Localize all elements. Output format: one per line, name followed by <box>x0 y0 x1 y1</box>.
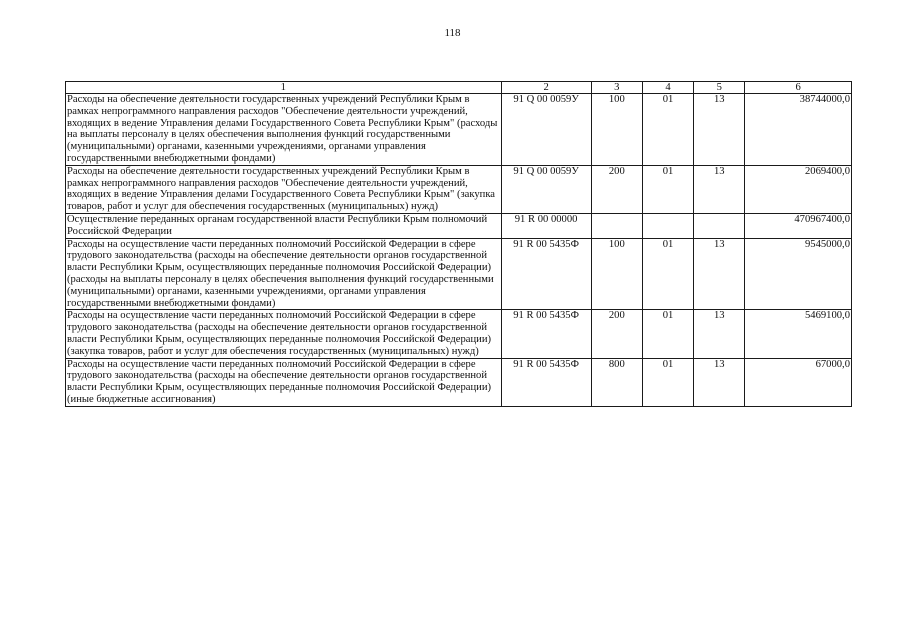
row-amount: 38744000,0 <box>745 94 852 166</box>
header-row <box>66 82 852 94</box>
row-expense-type <box>591 213 642 238</box>
column-header-4: 4 <box>642 82 693 94</box>
row-expense-type: 200 <box>591 165 642 213</box>
row-description: Осуществление переданных органам государственной власти Республики Крым полномочий Российской Федерации <box>66 213 502 238</box>
row-subsection: 13 <box>694 165 745 213</box>
row-amount: 470967400,0 <box>745 213 852 238</box>
table-row <box>66 94 852 166</box>
row-expense-type: 100 <box>591 94 642 166</box>
column-header-1: 1 <box>66 82 502 94</box>
budget-table <box>65 81 852 407</box>
column-header-3: 3 <box>591 82 642 94</box>
row-target-article: 91 Q 00 0059У <box>501 165 591 213</box>
row-amount: 2069400,0 <box>745 165 852 213</box>
row-expense-type: 200 <box>591 310 642 358</box>
row-section: 01 <box>642 94 693 166</box>
row-target-article: 91 R 00 5435Ф <box>501 310 591 358</box>
row-subsection: 13 <box>694 94 745 166</box>
row-target-article: 91 Q 00 0059У <box>501 94 591 166</box>
row-section: 01 <box>642 165 693 213</box>
row-description: Расходы на осуществление части переданных полномочий Российской Федерации в сфере трудового законодательства (расходы на обеспечение деятельности органов государственной власти Республики Крым, осуществляющих переданные полномочия Российской Федерации) (закупка товаров, работ и услуг для обеспечения государственных (муниципальных) нужд) <box>66 310 502 358</box>
row-expense-type: 800 <box>591 358 642 406</box>
row-section <box>642 213 693 238</box>
table-row <box>66 358 852 406</box>
row-section: 01 <box>642 310 693 358</box>
row-description: Расходы на обеспечение деятельности государственных учреждений Республики Крым в рамках непрограммного направления расходов "Обеспечение деятельности учреждений, входящих в ведение Управления делами Государственного Совета Республики Крым" (закупка товаров, работ и услуг для обеспечения государственных (муниципальных) нужд) <box>66 165 502 213</box>
row-target-article: 91 R 00 5435Ф <box>501 358 591 406</box>
row-subsection: 13 <box>694 358 745 406</box>
row-section: 01 <box>642 358 693 406</box>
column-header-6: 6 <box>745 82 852 94</box>
row-amount: 67000,0 <box>745 358 852 406</box>
row-section: 01 <box>642 238 693 310</box>
row-subsection: 13 <box>694 238 745 310</box>
row-target-article: 91 R 00 00000 <box>501 213 591 238</box>
column-header-2: 2 <box>501 82 591 94</box>
row-description: Расходы на обеспечение деятельности государственных учреждений Республики Крым в рамках непрограммного направления расходов "Обеспечение деятельности учреждений, входящих в ведение Управления делами Государственного Совета Республики Крым" (расходы на выплаты персоналу в целях обеспечения выполнения функций государственными (муниципальными) органами, казенными учреждениями, органами управления государственными внебюджетными фондами) <box>66 94 502 166</box>
table-row <box>66 238 852 310</box>
row-expense-type: 100 <box>591 238 642 310</box>
row-description: Расходы на осуществление части переданных полномочий Российской Федерации в сфере трудового законодательства (расходы на обеспечение деятельности органов государственной власти Республики Крым, осуществляющих переданные полномочия Российской Федерации) (расходы на выплаты персоналу в целях обеспечения выполнения функций государственными (муниципальными) органами, казенными учреждениями, органами управления государственными внебюджетными фондами) <box>66 238 502 310</box>
table-row <box>66 213 852 238</box>
row-subsection <box>694 213 745 238</box>
row-subsection: 13 <box>694 310 745 358</box>
column-header-5: 5 <box>694 82 745 94</box>
row-amount: 5469100,0 <box>745 310 852 358</box>
row-amount: 9545000,0 <box>745 238 852 310</box>
row-description: Расходы на осуществление части переданных полномочий Российской Федерации в сфере трудового законодательства (расходы на обеспечение деятельности органов государственной власти Республики Крым, осуществляющих переданные полномочия Российской Федерации) (иные бюджетные ассигнования) <box>66 358 502 406</box>
page-number: 118 <box>444 27 461 39</box>
row-target-article: 91 R 00 5435Ф <box>501 238 591 310</box>
table-row <box>66 310 852 358</box>
table-row <box>66 165 852 213</box>
